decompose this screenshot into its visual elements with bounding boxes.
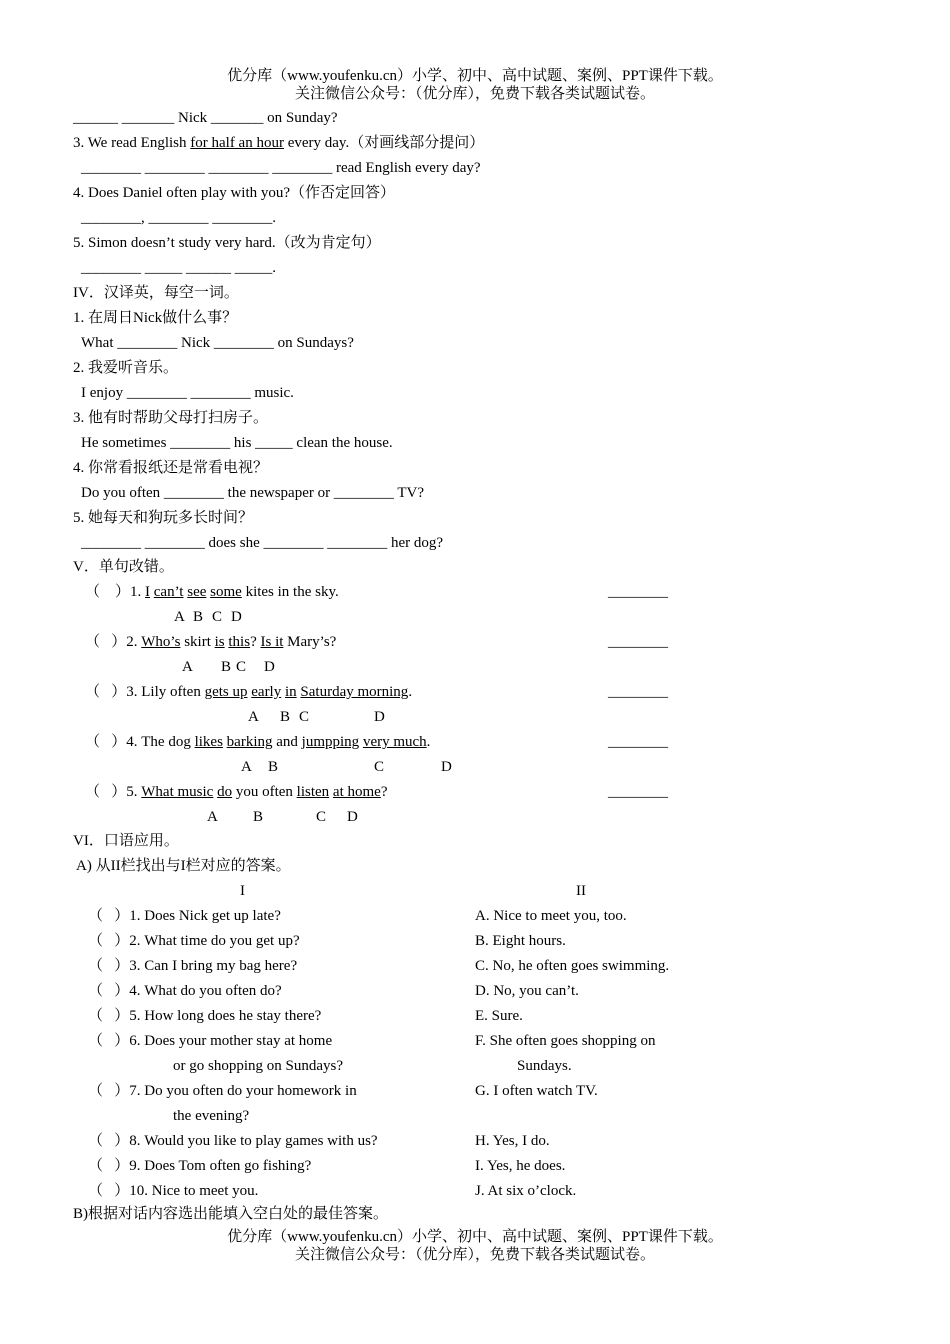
- section4-item3-cn: 3. 他有时帮助父母打扫房子。: [73, 410, 269, 426]
- header-bottom-line2: 关注微信公众号：（优分库），免费下载各类试题试卷。: [294, 1247, 655, 1263]
- error-q5-letter-a: A: [207, 809, 218, 825]
- section4-item1-en: What ________ Nick ________ on Sundays?: [81, 335, 354, 351]
- match-q1: （ ）1. Does Nick get up late?: [88, 908, 281, 924]
- error-q4-letter-a: A: [241, 759, 252, 775]
- match-q7: （ ）7. Do you often do your homework in: [88, 1083, 357, 1099]
- match-option-j: J. At six o’clock.: [475, 1183, 577, 1199]
- error-q5-letter-c: C: [316, 809, 327, 825]
- match-q6: （ ）6. Does your mother stay at home: [88, 1033, 333, 1049]
- match-option-b: B. Eight hours.: [475, 933, 566, 949]
- section4-item3-en: He sometimes ________ his _____ clean the house.: [81, 435, 393, 451]
- match-option-f-cont: Sundays.: [517, 1058, 572, 1074]
- error-q2-letter-c: C: [236, 659, 247, 675]
- section4-item1-cn: 1. 在周日Nick做什么事？: [73, 310, 238, 326]
- error-q3-letter-b: B: [280, 709, 291, 725]
- error-q2-letter-b: B: [221, 659, 232, 675]
- q5-prompt: 5. Simon doesn’t study very hard.（改为肯定句）: [73, 235, 381, 251]
- match-option-c: C. No, he often goes swimming.: [475, 958, 670, 974]
- header-bottom-line1: 优分库（www.youfenku.cn）小学、初中、高中试题、案例、PPT课件下载。: [227, 1229, 723, 1245]
- match-q3: （ ）3. Can I bring my bag here?: [88, 958, 298, 974]
- match-q5: （ ）5. How long does he stay there?: [88, 1008, 322, 1024]
- match-option-h: H. Yes, I do.: [475, 1133, 550, 1149]
- section4-title: IV．汉译英，每空一词。: [73, 285, 239, 301]
- error-q2-answer-blank: ________: [608, 634, 668, 650]
- error-q5: （ ）5. What music do you often listen at home?: [85, 784, 388, 800]
- q5-answer-blank: ________ _____ ______ _____.: [81, 260, 276, 276]
- error-q4-answer-blank: ________: [608, 734, 668, 750]
- match-option-a: A. Nice to meet you, too.: [475, 908, 627, 924]
- error-q4-letter-c: C: [374, 759, 385, 775]
- header-top-line1: 优分库（www.youfenku.cn）小学、初中、高中试题、案例、PPT课件下载。: [227, 68, 723, 84]
- section6-part-b: B)根据对话内容选出能填入空白处的最佳答案。: [73, 1206, 389, 1222]
- match-q8: （ ）8. Would you like to play games with us?: [88, 1133, 378, 1149]
- error-q1: （ ）1. I can’t see some kites in the sky.: [85, 584, 339, 600]
- error-q5-letter-d: D: [347, 809, 358, 825]
- match-q7-cont: the evening?: [173, 1108, 250, 1124]
- error-q2-letter-d: D: [264, 659, 275, 675]
- q3-answer-blank: ________ ________ ________ ________ read English every day?: [81, 160, 481, 176]
- section6-part-a: A) 从II栏找出与I栏对应的答案。: [76, 858, 291, 874]
- match-q10: （ ）10. Nice to meet you.: [88, 1183, 259, 1199]
- header-top-line2: 关注微信公众号：（优分库），免费下载各类试题试卷。: [294, 86, 655, 102]
- match-option-i: I. Yes, he does.: [475, 1158, 566, 1174]
- match-q2: （ ）2. What time do you get up?: [88, 933, 300, 949]
- q4-prompt: 4. Does Daniel often play with you?（作否定回答）: [73, 185, 396, 201]
- match-option-f: F. She often goes shopping on: [475, 1033, 656, 1049]
- q4-answer-blank: ________, ________ ________.: [81, 210, 276, 226]
- error-q1-letter-c: C: [212, 609, 223, 625]
- column-i-header: I: [240, 883, 245, 899]
- error-q3-letter-d: D: [374, 709, 385, 725]
- section4-item5-cn: 5. 她每天和狗玩多长时间？: [73, 510, 254, 526]
- error-q2: （ ）2. Who’s skirt is this? Is it Mary’s?: [85, 634, 337, 650]
- match-q6-cont: or go shopping on Sundays?: [173, 1058, 343, 1074]
- q2-answer-blank: ______ _______ Nick _______ on Sunday?: [73, 110, 338, 126]
- section4-item5-en: ________ ________ does she ________ ________ her dog?: [81, 535, 444, 551]
- error-q2-letter-a: A: [182, 659, 193, 675]
- error-q1-letter-b: B: [193, 609, 204, 625]
- section5-title: V．单句改错。: [73, 559, 174, 575]
- error-q3-letter-c: C: [299, 709, 310, 725]
- column-ii-header: II: [576, 883, 586, 899]
- match-q9: （ ）9. Does Tom often go fishing?: [88, 1158, 312, 1174]
- section6-title: VI．口语应用。: [73, 833, 179, 849]
- section4-item2-en: I enjoy ________ ________ music.: [81, 385, 294, 401]
- error-q1-answer-blank: ________: [608, 584, 668, 600]
- error-q3-letter-a: A: [248, 709, 259, 725]
- error-q3: （ ）3. Lily often gets up early in Saturday morning.: [85, 684, 413, 700]
- error-q1-letter-a: A: [174, 609, 185, 625]
- section4-item4-en: Do you often ________ the newspaper or ________ TV?: [81, 485, 424, 501]
- error-q3-answer-blank: ________: [608, 684, 668, 700]
- match-option-d: D. No, you can’t.: [475, 983, 579, 999]
- section4-item4-cn: 4. 你常看报纸还是常看电视？: [73, 460, 269, 476]
- error-q5-answer-blank: ________: [608, 784, 668, 800]
- error-q5-letter-b: B: [253, 809, 264, 825]
- error-q1-letter-d: D: [231, 609, 242, 625]
- match-option-g: G. I often watch TV.: [475, 1083, 598, 1099]
- section4-item2-cn: 2. 我爱听音乐。: [73, 360, 179, 376]
- error-q4-letter-d: D: [441, 759, 452, 775]
- match-option-e: E. Sure.: [475, 1008, 523, 1024]
- error-q4-letter-b: B: [268, 759, 279, 775]
- match-q4: （ ）4. What do you often do?: [88, 983, 282, 999]
- error-q4: （ ）4. The dog likes barking and jumpping very much.: [85, 734, 431, 750]
- q3-prompt: 3. We read English for half an hour every day.（对画线部分提问）: [73, 135, 485, 151]
